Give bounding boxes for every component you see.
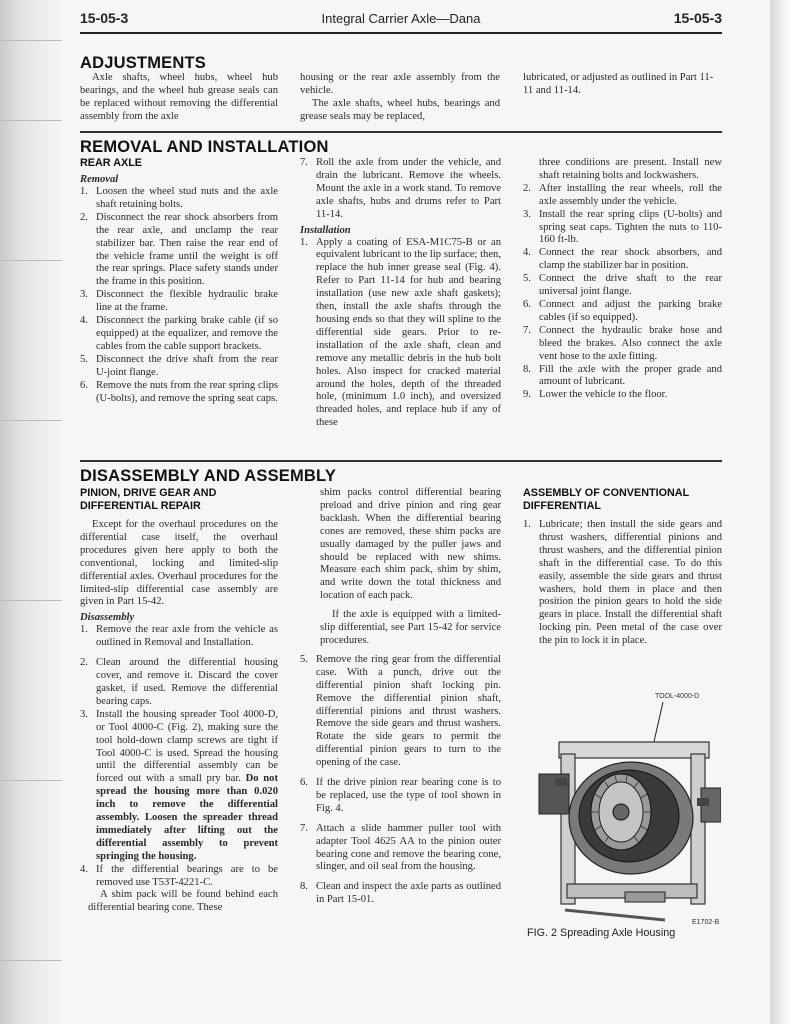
running-title: Integral Carrier Axle—Dana: [321, 11, 481, 26]
list-item: 8. Clean and inspect the axle parts as outlined in Part 15-01.: [300, 881, 501, 906]
removal-heading: REMOVAL AND INSTALLATION: [80, 138, 329, 156]
list-item: 4. Connect the rear shock absorbers, and clamp the stabilizer bar in position.: [523, 247, 722, 272]
figure-id: E1702-B: [692, 919, 720, 926]
list-item: 2. After installing the rear wheels, roll the axle assembly under the vehicle.: [523, 182, 722, 207]
list-item: 5. Remove the ring gear from the differential case. With a punch, drive out the differential pinion shaft locking pin. Remove the differential pinion shaft, differential pinions and thrust washers. Remove the side gears and thrust washers. Rotate the side gears to permit the differential pinion gears to turn to the opening of the case.: [300, 653, 501, 769]
assembly-subhead: ASSEMBLY OF CONVENTIONAL DIFFERENTIAL: [523, 487, 689, 512]
section-rule-1: [80, 131, 722, 133]
install-step-1-continued: three conditions are present. Install new shaft retaining bolts and lockwashers.: [539, 157, 722, 181]
page-number-right: 15-05-3: [673, 10, 722, 26]
disassembly-col-2: [300, 487, 501, 907]
list-item: 6. Remove the nuts from the rear spring clips (U-bolts), and remove the spring seat caps.: [80, 379, 278, 404]
removal-steps: [80, 186, 278, 405]
list-item: 5. Connect the drive shaft to the rear universal joint flange.: [523, 273, 722, 298]
list-item: 6. Connect and adjust the parking brake cables (if so equipped).: [523, 298, 722, 323]
removal-col-2: [300, 157, 501, 430]
list-item: 1. Apply a coating of ESA-M1C75-B or an equivalent lubricant to the lip surface; then, replace the hub inner grease seal (Fig. 4). Refer to Part 11-14 for hub and bearing installation (use new axle shaft gaskets); then, install the axle shafts through the housing ends so that they will spline to the differential side gears. Prior to re-installation of the axle shaft, clean and remove any metallic debris in the hub bolt holes. Also inspect for cracked material around the holes, depth of the threaded hole, (minimum 1.0 inch), and oversized threaded holes, and replace hub if any of these: [300, 236, 501, 429]
adjustments-para-2: The axle shafts, wheel hubs, bearings and grease seals may be replaced,: [300, 97, 500, 122]
list-item: 3. Disconnect the flexible hydraulic brake line at the frame.: [80, 289, 278, 314]
disassembly-col-1: [80, 487, 278, 915]
adjustments-col-2: [300, 72, 500, 124]
running-header: [80, 10, 722, 32]
list-item: 2. Disconnect the rear shock absorbers from the rear axle, and unclamp the rear stabilizer bar. Then raise the rear end of the vehicle frame until the weight is off the rear springs. Place safety stands under the frame in this position.: [80, 211, 278, 288]
removal-col-3: [523, 157, 722, 402]
list-item: 6. If the drive pinion rear bearing cone is to be replaced, use the type of tool shown in Fig. 4.: [300, 777, 501, 814]
list-item: 7. Roll the axle from under the vehicle, and drain the lubricant. Remove the wheels. Mount the axle in a work stand. To remove axle shafts, hubs and drums refer to Part 11-14.: [300, 157, 501, 220]
tool-label: TOOL-4000-D: [655, 693, 700, 700]
axle-housing-figure: [525, 688, 721, 938]
list-item: 3. Install the housing spreader Tool 4000-D, or Tool 4000-C (Fig. 2), making sure the tool hold-down clamp screws are tight if Tool 4000-C is used. Spread the housing until the differential assembly can be forced out with a small pry bar. Do not spread the housing more than 0.020 inch to remove the differential assembly. Loosen the spreader thread immediately after lifting out the differential assembly to prevent springing the housing.: [80, 708, 279, 862]
removal-col-1: [80, 157, 278, 405]
list-item: 5. Disconnect the drive shaft from the rear U-joint flange.: [80, 353, 278, 378]
page-binding: [0, 0, 62, 1024]
header-rule: [80, 32, 722, 34]
adjustments-col-3: [523, 72, 722, 98]
list-item: 2. Clean around the differential housing cover, and remove it. Discard the cover gasket, if used. Remove the differential bearing caps.: [80, 657, 278, 707]
adjustments-para-3: lubricated, or adjusted as outlined in Part 11-11 and 11-14.: [523, 72, 714, 96]
disassembly-intro: Except for the overhaul procedures on the differential case itself, the overhaul procedures given here apply to both the conventional, locking and limited-slip differential axles. Overhaul procedures for the limited-slip differential case assembly are given in Part 15-42.: [80, 519, 278, 608]
page-number-left: 15-05-3: [80, 10, 129, 26]
shim-para: A shim pack will be found behind each differential bearing cone. These: [88, 889, 278, 914]
list-item: 1. Remove the rear axle from the vehicle as outlined in Removal and Installation.: [80, 624, 278, 649]
list-item: 4. If the differential bearings are to be removed use T53T-4221-C.: [80, 863, 278, 888]
list-item: 1. Loosen the wheel stud nuts and the axle shaft retaining bolts.: [80, 186, 278, 210]
adjustments-col-1: [80, 72, 278, 124]
installation-label: Installation: [300, 224, 351, 236]
list-item: 7. Attach a slide hammer puller tool with adapter Tool 4625 AA to the pinion outer bearing cone and remove the bearing cone, slinger, and oil seal from the housing.: [300, 822, 501, 873]
list-item: 8. Fill the axle with the proper grade and amount of lubricant.: [523, 363, 722, 388]
list-item: 1. Lubricate; then install the side gears and thrust washers, differential pinions and thrust washers, and the differential pinion shaft in the differential case. To do this easily, assemble the side gears and thrust washers, hold them in place and then position the pinion gears to hold the side gears in place. Install the differential shaft locking pin. Peen metal of the case over the pin to lock it in place.: [523, 519, 722, 647]
page-edge: [770, 0, 791, 1024]
list-item: 3. Install the rear spring clips (U-bolts) and spring seat caps. Tighten the nuts to 110-160 ft-lb.: [523, 208, 722, 246]
adjustments-para-1: Axle shafts, wheel hubs, wheel hub bearings, and the wheel hub grease seals can be replaced without removing the differential assembly from the axle: [80, 72, 278, 122]
list-item: 7. Connect the hydraulic brake hose and bleed the brakes. Also connect the axle vent hose to the axle fitting.: [523, 324, 722, 362]
disassembly-heading: DISASSEMBLY AND ASSEMBLY: [80, 467, 337, 485]
adjustments-heading: ADJUSTMENTS: [80, 54, 206, 72]
shim-para-continued: shim packs control differential bearing preload and drive pinion and ring gear backlash. When the differential bearing cones are removed, these shim packs are usually damaged by the puller jaws and should be replaced with new shims. Measure each shim pack, shim by shim, and write down the total thickness and location of each pack.: [320, 487, 501, 602]
list-item: 9. Lower the vehicle to the floor.: [523, 389, 668, 401]
figure-caption: FIG. 2 Spreading Axle Housing: [527, 927, 676, 939]
adjustments-para-1b: housing or the rear axle assembly from the vehicle.: [300, 72, 500, 96]
removal-label: Removal: [80, 174, 119, 185]
list-item: 4. Disconnect the parking brake cable (if so equipped) at the equalizer, and remove the cables from the cable support brackets.: [80, 315, 278, 352]
rear-axle-subhead: REAR AXLE: [80, 157, 142, 169]
limited-slip-para: If the axle is equipped with a limited-slip differential, see Part 15-42 for service procedures.: [320, 609, 501, 646]
section-rule-2: [80, 460, 722, 462]
disassembly-label: Disassembly: [80, 612, 135, 624]
pinion-subhead: PINION, DRIVE GEAR AND DIFFERENTIAL REPAIR: [80, 487, 217, 512]
spreader-tool-illustration: [525, 688, 721, 938]
disassembly-col-3: [523, 487, 722, 648]
